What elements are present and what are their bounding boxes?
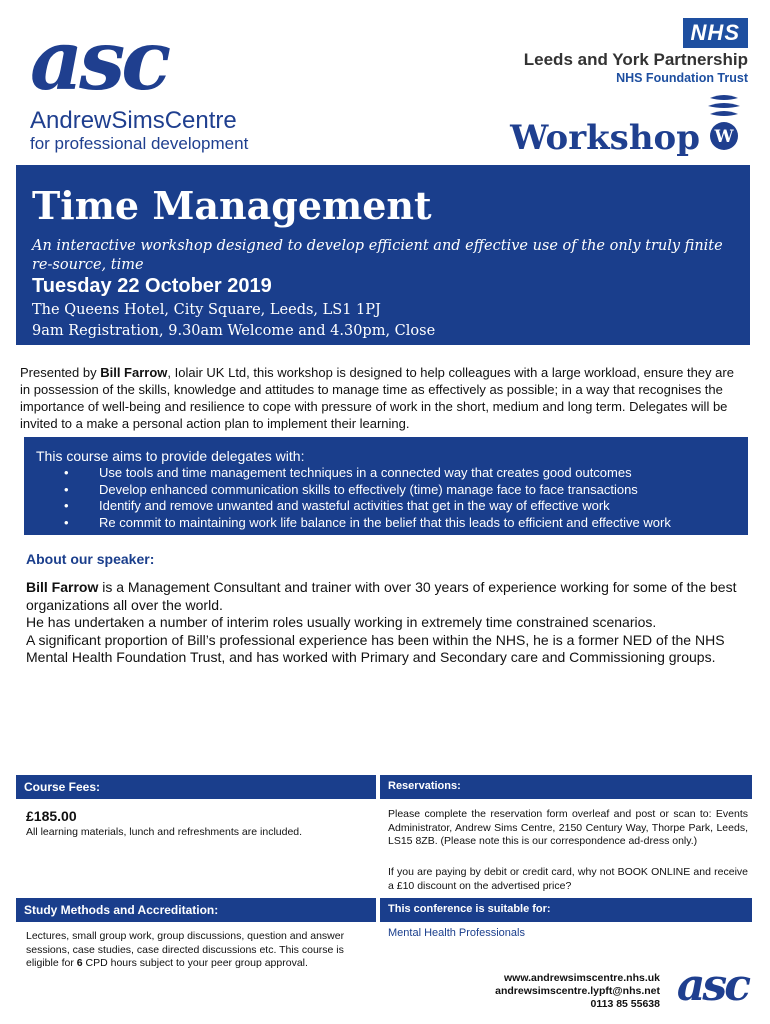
intro-body: , Iolair UK Ltd, this workshop is designed to help colleagues with a large workload, ensure they are in possession of the skills, knowledge and attitudes to manage time as effectively as possible; in a way that recognises the importance of well-being and resilience to cope with pressure of work in the short, medium and long term. Delegates will be invited to a make a personal action plan to implement their learning. [20, 365, 734, 431]
study-header: Study Methods and Accreditation: [16, 898, 376, 922]
study-methods-text: Lectures, small group work, group discussions, question and answer sessions, case studies, case directed discussions etc. This course is eligible for 6 CPD hours subject to your peer group approval. [26, 930, 345, 969]
intro-lead: Presented by [20, 365, 101, 380]
suitable-header: This conference is suitable for: [380, 898, 752, 922]
aims-list [24, 465, 671, 531]
event-date: Tuesday 22 October 2019 [32, 275, 272, 297]
list-item: • Re commit to maintaining work life balance in the belief that this leads to efficient and effective work [64, 514, 671, 530]
bullet-icon: • [64, 481, 69, 497]
list-item: • Use tools and time management techniques in a connected way that creates good outcomes [64, 465, 632, 480]
website-link[interactable]: www.andrewsimscentre.nhs.uk [504, 972, 660, 984]
centre-name: AndrewSimsCentre [30, 107, 237, 134]
aims-heading: This course aims to provide delegates with: [36, 448, 305, 464]
trust-name: Leeds and York Partnership [523, 50, 748, 69]
presenter-name: Bill Farrow [100, 365, 168, 380]
asc-logo-small: asc [676, 960, 748, 1011]
price-note: All learning materials, lunch and refreshments are included. [26, 826, 303, 838]
reservation-instructions: Please complete the reservation form overleaf and post or scan to: Events Administrator, Andrew Sims Centre, 2150 Century Way, Thorpe Park, Leeds, LS15 8ZB. (Please note this is our correspondence ad-dress only.) [388, 808, 748, 847]
asc-logo-mark: asc [30, 13, 168, 109]
list-item: • Develop enhanced communication skills to effectively (time) manage face to face transactions [64, 481, 638, 497]
target-audience: Mental Health Professionals [388, 927, 525, 939]
event-times: 9am Registration, 9.30am Welcome and 4.30pm, Close [32, 323, 436, 339]
contact-details [495, 972, 660, 1011]
course-price: £185.00 [26, 808, 77, 824]
title-band [16, 165, 750, 345]
online-booking-note: If you are paying by debit or credit card, why not BOOK ONLINE and receive a £10 discount on the advertised price? [388, 866, 748, 892]
list-item: • Identify and remove unwanted and wasteful activities that get in the way of effective work [64, 498, 610, 513]
intro-paragraph [20, 364, 745, 432]
trust-subtitle: NHS Foundation Trust [616, 71, 748, 85]
page-title: Time Management [32, 183, 432, 228]
bullet-icon: • [64, 514, 69, 530]
fees-header: Course Fees: [16, 775, 376, 799]
nhs-badge: NHS [683, 18, 748, 48]
workshop-mark-letter: W [714, 127, 734, 147]
speaker-heading: About our speaker: [26, 551, 155, 567]
asc-logo [30, 13, 270, 154]
speaker-name: Bill Farrow [26, 579, 99, 595]
speaker-bio: Bill Farrow is a Management Consultant and trainer with over 30 years of experience working for some of the best organizations all over the world. He has undertaken a number of interim roles usually working in extremely time constrained scenarios. A significant proportion of Bill’s professional experience has been within the NHS, he is a former NED of the NHS Mental Health Foundation Trust, and has worked with Primary and Secondary care and Commissioning groups. [26, 579, 737, 665]
aims-box [24, 437, 748, 535]
centre-tagline: for professional development [30, 134, 249, 153]
workshop-icon [704, 92, 744, 152]
bullet-icon: • [64, 465, 69, 480]
email-link[interactable]: andrewsimscentre.lypft@nhs.net [495, 985, 660, 997]
event-venue: The Queens Hotel, City Square, Leeds, LS1 1PJ [32, 302, 381, 318]
bullet-icon: • [64, 498, 69, 513]
workshop-label: Workshop [510, 118, 700, 158]
reservations-header: Reservations: [380, 775, 752, 799]
workshop-description: An interactive workshop designed to develop efficient and effective use of the only truly finite re-source, time [32, 238, 723, 273]
phone-number: 0113 85 55638 [590, 998, 660, 1010]
